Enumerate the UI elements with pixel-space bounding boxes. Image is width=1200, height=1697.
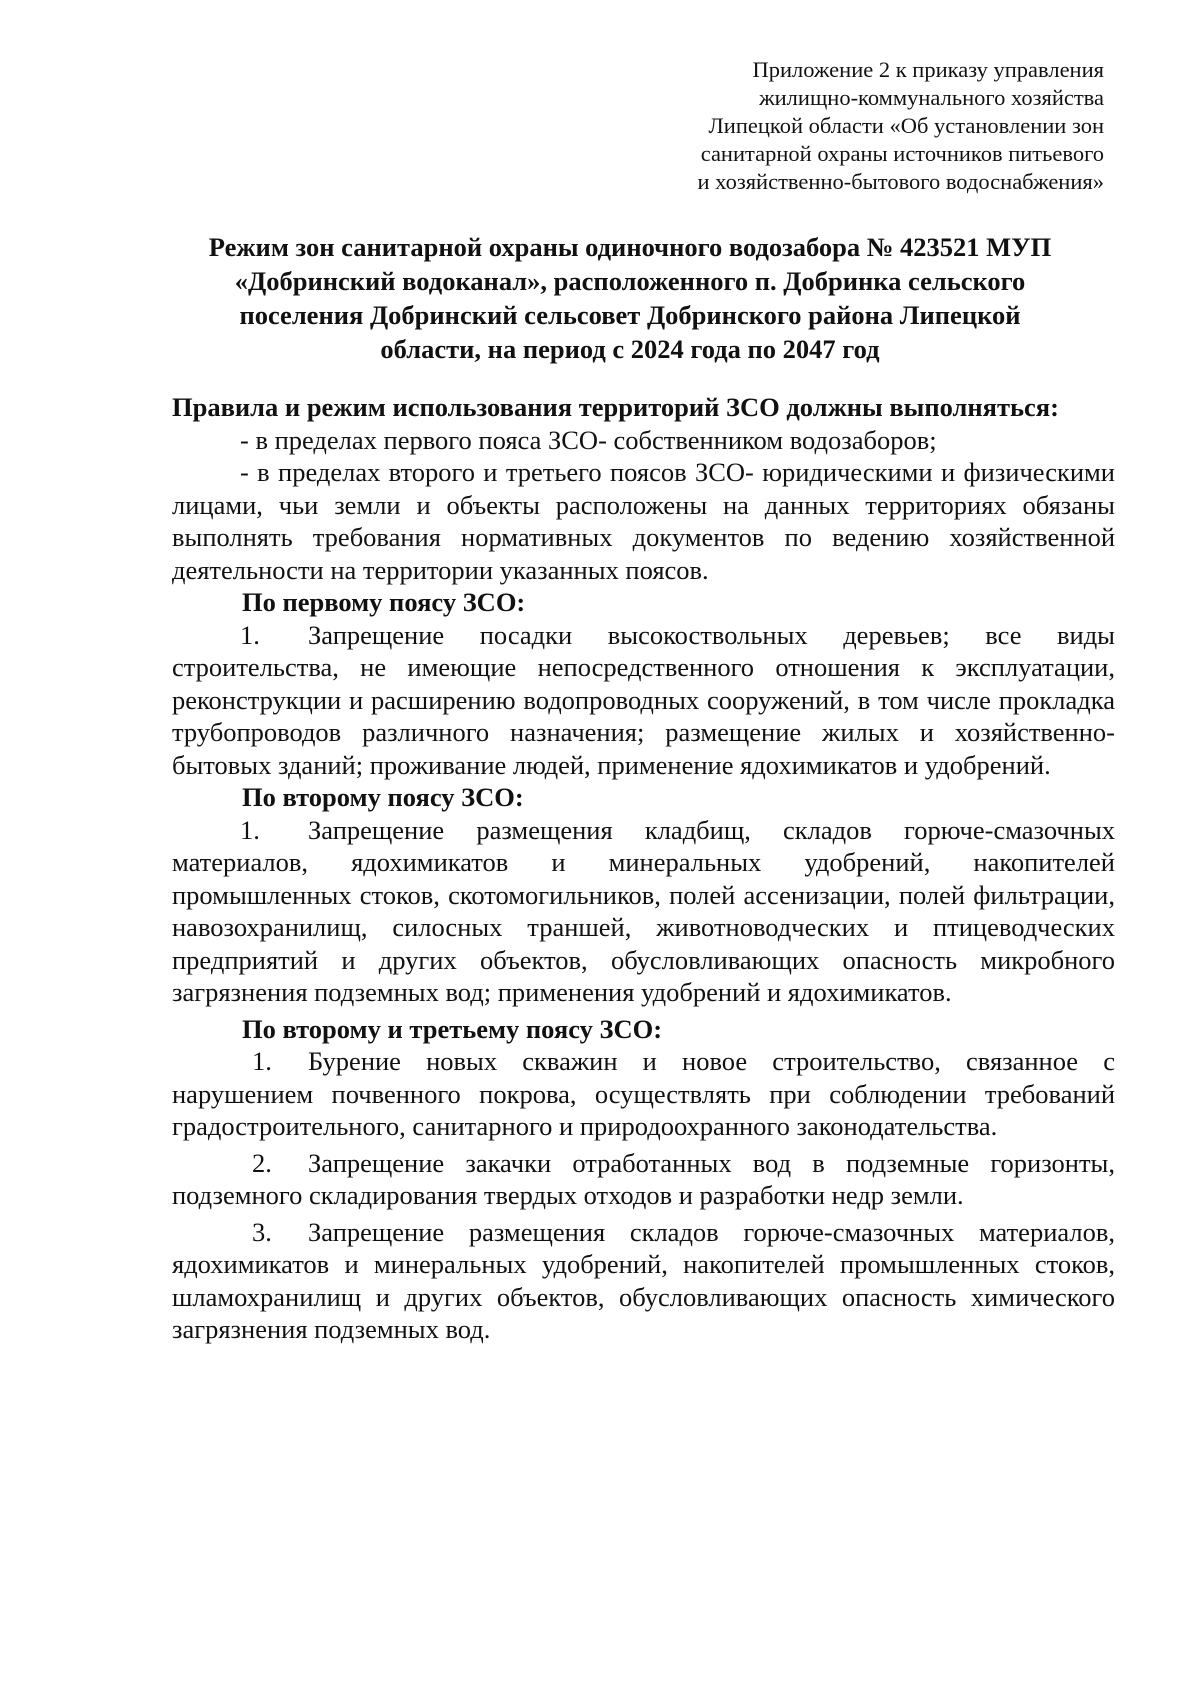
appendix-line: Липецкой области «Об установлении зон — [708, 113, 1104, 138]
item-number: 1. — [252, 1046, 272, 1076]
section-item — [172, 1147, 1115, 1212]
appendix-line: и хозяйственно-бытового водоснабжения» — [697, 169, 1104, 194]
rules-item: - в пределах второго и третьего поясов ЗСО- юридическими и физическими лицами, чьи земли и объекты расположены на данных территориях обязаны выполнять требования нормативных документов по ведению хозяйственной деятельности на территории указанных поясов. — [172, 457, 1115, 585]
appendix-line: жилищно-коммунального хозяйства — [759, 85, 1104, 110]
rules-item: - в пределах первого пояса ЗСО- собственником водозаборов; — [240, 424, 937, 455]
item-number: 2. — [252, 1147, 272, 1178]
title-line: области, на период с 2024 года по 2047 год — [380, 334, 880, 364]
document-body — [172, 391, 1115, 1346]
item-text: Бурение новых скважин и новое строительство, связанное с нарушением почвенного покрова, осуществлять при соблюдении требований градостроительного, санитарного и природоохранного законодательства. — [172, 1046, 1115, 1141]
title-line: Режим зон санитарной охраны одиночного водозабора № 423521 МУП — [208, 232, 1052, 262]
title-line: поселения Добринский сельсовет Добринского района Липецкой — [239, 300, 1021, 330]
section-heading-zone1: По первому поясу ЗСО: — [242, 587, 526, 617]
section-heading-zone2: По второму поясу ЗСО: — [242, 782, 524, 812]
item-text: Запрещение закачки отработанных вод в подземные горизонты, подземного складирования твердых отходов и разработки недр земли. — [172, 1147, 1115, 1210]
item-text: Запрещение размещения кладбищ, складов горюче-смазочных материалов, ядохимикатов и минеральных удобрений, накопителей промышленных стоков, скотомогильников, полей ассенизации, полей фильтрации, навозохранилищ, силосных траншей, животноводческих и птицеводческих предприятий и других объектов, обусловливающих опасность микробного загрязнения подземных вод; применения удобрений и ядохимикатов. — [172, 814, 1115, 1007]
item-number: 3. — [252, 1216, 272, 1247]
title-line: «Добринский водоканал», расположенного п. Добринка сельского — [234, 266, 1026, 296]
item-number: 1. — [240, 619, 260, 650]
item-number: 1. — [240, 814, 260, 845]
section-item — [172, 814, 1115, 1009]
section-item — [172, 1216, 1115, 1346]
section-heading-zone2-3: По второму и третьему поясу ЗСО: — [242, 1013, 663, 1044]
section-item — [172, 1045, 1115, 1143]
item-text: Запрещение размещения складов горюче-смазочных материалов, ядохимикатов и минеральных удобрений, накопителей промышленных стоков, шламохранилищ и других объектов, обусловливающих опасность химического загрязнения подземных вод. — [172, 1216, 1115, 1344]
appendix-line: санитарной охраны источников питьевого — [700, 141, 1104, 166]
appendix-line: Приложение 2 к приказу управления — [752, 57, 1104, 82]
document-title — [170, 230, 1090, 366]
rules-heading: Правила и режим использования территорий ЗСО должны выполняться: — [172, 392, 1059, 422]
appendix-note — [584, 56, 1104, 196]
item-text: Запрещение посадки высокоствольных деревьев; все виды строительства, не имеющие непосредственного отношения к эксплуатации, реконструкции и расширению водопроводных сооружений, в том числе прокладка трубопроводов различного назначения; размещение жилых и хозяйственно-бытовых зданий; проживание людей, применение ядохимикатов и удобрений. — [172, 619, 1115, 780]
section-item — [172, 619, 1115, 782]
